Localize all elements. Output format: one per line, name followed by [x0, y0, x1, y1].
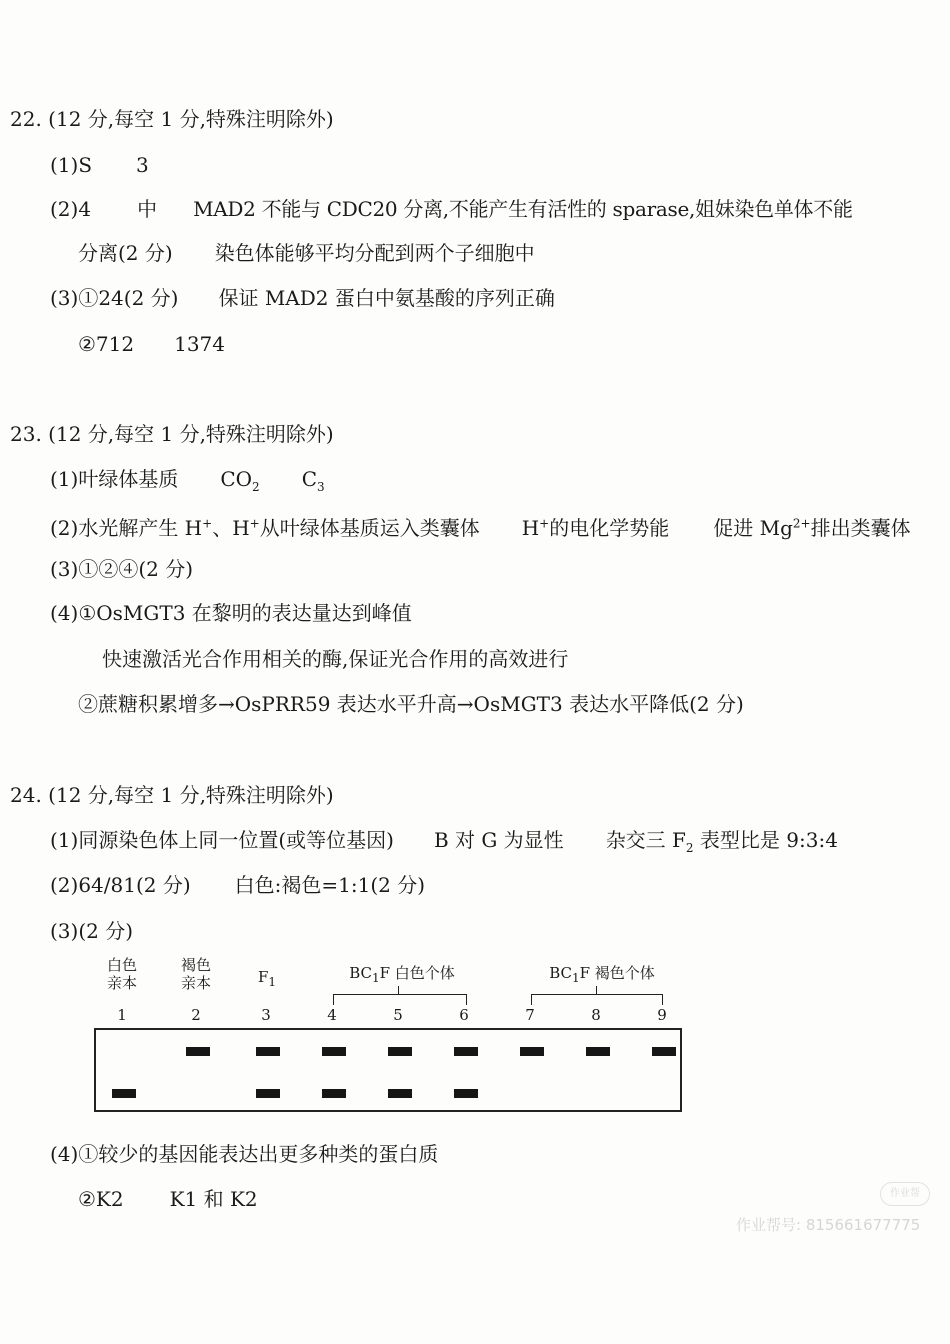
bracket-bc-white [333, 994, 467, 1005]
q22-part3-sub2 [78, 331, 225, 357]
q24-p4-sub2-a: ②K2 [78, 1187, 124, 1211]
lane-number-2: 2 [191, 1006, 201, 1024]
lane-number-8: 8 [591, 1006, 601, 1024]
q23-part2 [50, 510, 911, 541]
q22-part1 [50, 152, 149, 178]
q23-p1-label: (1)叶绿体基质 [50, 467, 179, 491]
gel-label-bc-white: $BC_1F$ 白色个体 [349, 964, 455, 985]
q23-header: 23. (12 分,每空 1 分,特殊注明除外) [10, 422, 334, 446]
gel-box [94, 1028, 682, 1112]
gel-label-white-parent: 白色 亲本 [106, 956, 137, 992]
q24-p2-label: (2)64/81(2 分) [50, 873, 191, 897]
lower-band-lane-4 [322, 1089, 346, 1098]
watermark-badge: 作业帮 [880, 1182, 930, 1206]
q24-part4-sub2 [78, 1186, 258, 1212]
lane-number-4: 4 [327, 1006, 337, 1024]
q22-p2-label: (2)4 [50, 197, 92, 221]
q23-part4: (4)①OsMGT3 在黎明的表达量达到峰值 [50, 601, 412, 625]
lane-number-7: 7 [525, 1006, 535, 1024]
upper-band-lane-3 [256, 1047, 280, 1056]
q24-part3: (3)(2 分) [50, 919, 134, 943]
q24-p4-sub2-b: K1 和 K2 [169, 1187, 258, 1211]
q23-part4-answer2: 快速激活光合作用相关的酶,保证光合作用的高效进行 [102, 647, 569, 671]
lane-number-5: 5 [393, 1006, 403, 1024]
bracket-stem-brown [596, 986, 597, 994]
q22-p3-sub2-a: ②712 [78, 332, 135, 356]
lower-band-lane-5 [388, 1089, 412, 1098]
upper-band-lane-7 [520, 1047, 544, 1056]
lane-number-1: 1 [117, 1006, 127, 1024]
gel-label-bc-brown: $BC_1F$ 褐色个体 [549, 964, 655, 985]
bracket-stem-white [398, 986, 399, 994]
q22-p3-label: (3)①24(2 分) [50, 286, 179, 310]
q22-p3-sub2-b: 1374 [174, 332, 226, 356]
q24-p2-answer2: 白色:褐色=1:1(2 分) [234, 873, 426, 897]
bracket-bc-brown [531, 994, 663, 1005]
q23-part3: (3)①②④(2 分) [50, 557, 194, 581]
gel-label-f1: $F_1$ [257, 968, 277, 989]
lane-number-3: 3 [261, 1006, 271, 1024]
q22-part3 [50, 285, 555, 311]
upper-band-lane-8 [586, 1047, 610, 1056]
q23-part4-sub2: ②蔗糖积累增多→OsPRR59 表达水平升高→OsMGT3 表达水平降低(2 分) [78, 692, 744, 716]
gel-diagram [90, 950, 690, 1120]
q23-p2-answer2: H+的电化学势能 [521, 515, 670, 540]
upper-band-lane-9 [652, 1047, 676, 1056]
q22-p1-answer2: 3 [136, 153, 149, 177]
q22-part2 [50, 196, 853, 222]
lane-number-9: 9 [657, 1006, 667, 1024]
upper-band-lane-6 [454, 1047, 478, 1056]
q23-p1-answer3: $C_3$ [301, 467, 325, 494]
q22-p2-answer3: MAD2 不能与 CDC20 分离,不能产生有活性的 sparase,姐妹染色单体不能 [193, 197, 853, 221]
q22-p2-answer3-cont: 分离(2 分) [78, 241, 173, 265]
q24-part1 [50, 827, 838, 861]
lower-band-lane-3 [256, 1089, 280, 1098]
q22-part2-cont [78, 240, 535, 266]
q24-part2 [50, 872, 425, 898]
q22-header: 22. (12 分,每空 1 分,特殊注明除外) [10, 107, 334, 131]
upper-band-lane-5 [388, 1047, 412, 1056]
q22-p3-answer2: 保证 MAD2 蛋白中氨基酸的序列正确 [218, 286, 555, 310]
lower-band-lane-6 [454, 1089, 478, 1098]
lower-band-lane-1 [112, 1089, 136, 1098]
gel-label-brown-parent: 褐色 亲本 [180, 956, 211, 992]
q24-header: 24. (12 分,每空 1 分,特殊注明除外) [10, 783, 334, 807]
q23-part1 [50, 466, 325, 500]
q24-p1-label: (1)同源染色体上同一位置(或等位基因) [50, 828, 394, 852]
q24-part4: (4)①较少的基因能表达出更多种类的蛋白质 [50, 1142, 439, 1166]
q23-p2-answer3: 促进 $Mg^{2+}$排出类囊体 [713, 515, 911, 540]
upper-band-lane-4 [322, 1047, 346, 1056]
q23-p1-answer2: $CO_2$ [220, 467, 260, 494]
q24-p1-answer3: 杂交三 $F_2$ 表型比是 9:3:4 [605, 828, 838, 855]
q23-p2-answer1: (2)水光解产生 H+、H+从叶绿体基质运入类囊体 [50, 515, 480, 540]
q24-p1-answer2: B 对 G 为显性 [433, 828, 564, 852]
watermark-text: 作业帮号: 815661677775 [736, 1216, 921, 1234]
q22-p2-answer4: 染色体能够平均分配到两个子细胞中 [214, 241, 535, 265]
q22-p2-answer2: 中 [137, 197, 158, 221]
upper-band-lane-2 [186, 1047, 210, 1056]
lane-number-6: 6 [459, 1006, 469, 1024]
q22-p1-label: (1)S [50, 153, 93, 177]
